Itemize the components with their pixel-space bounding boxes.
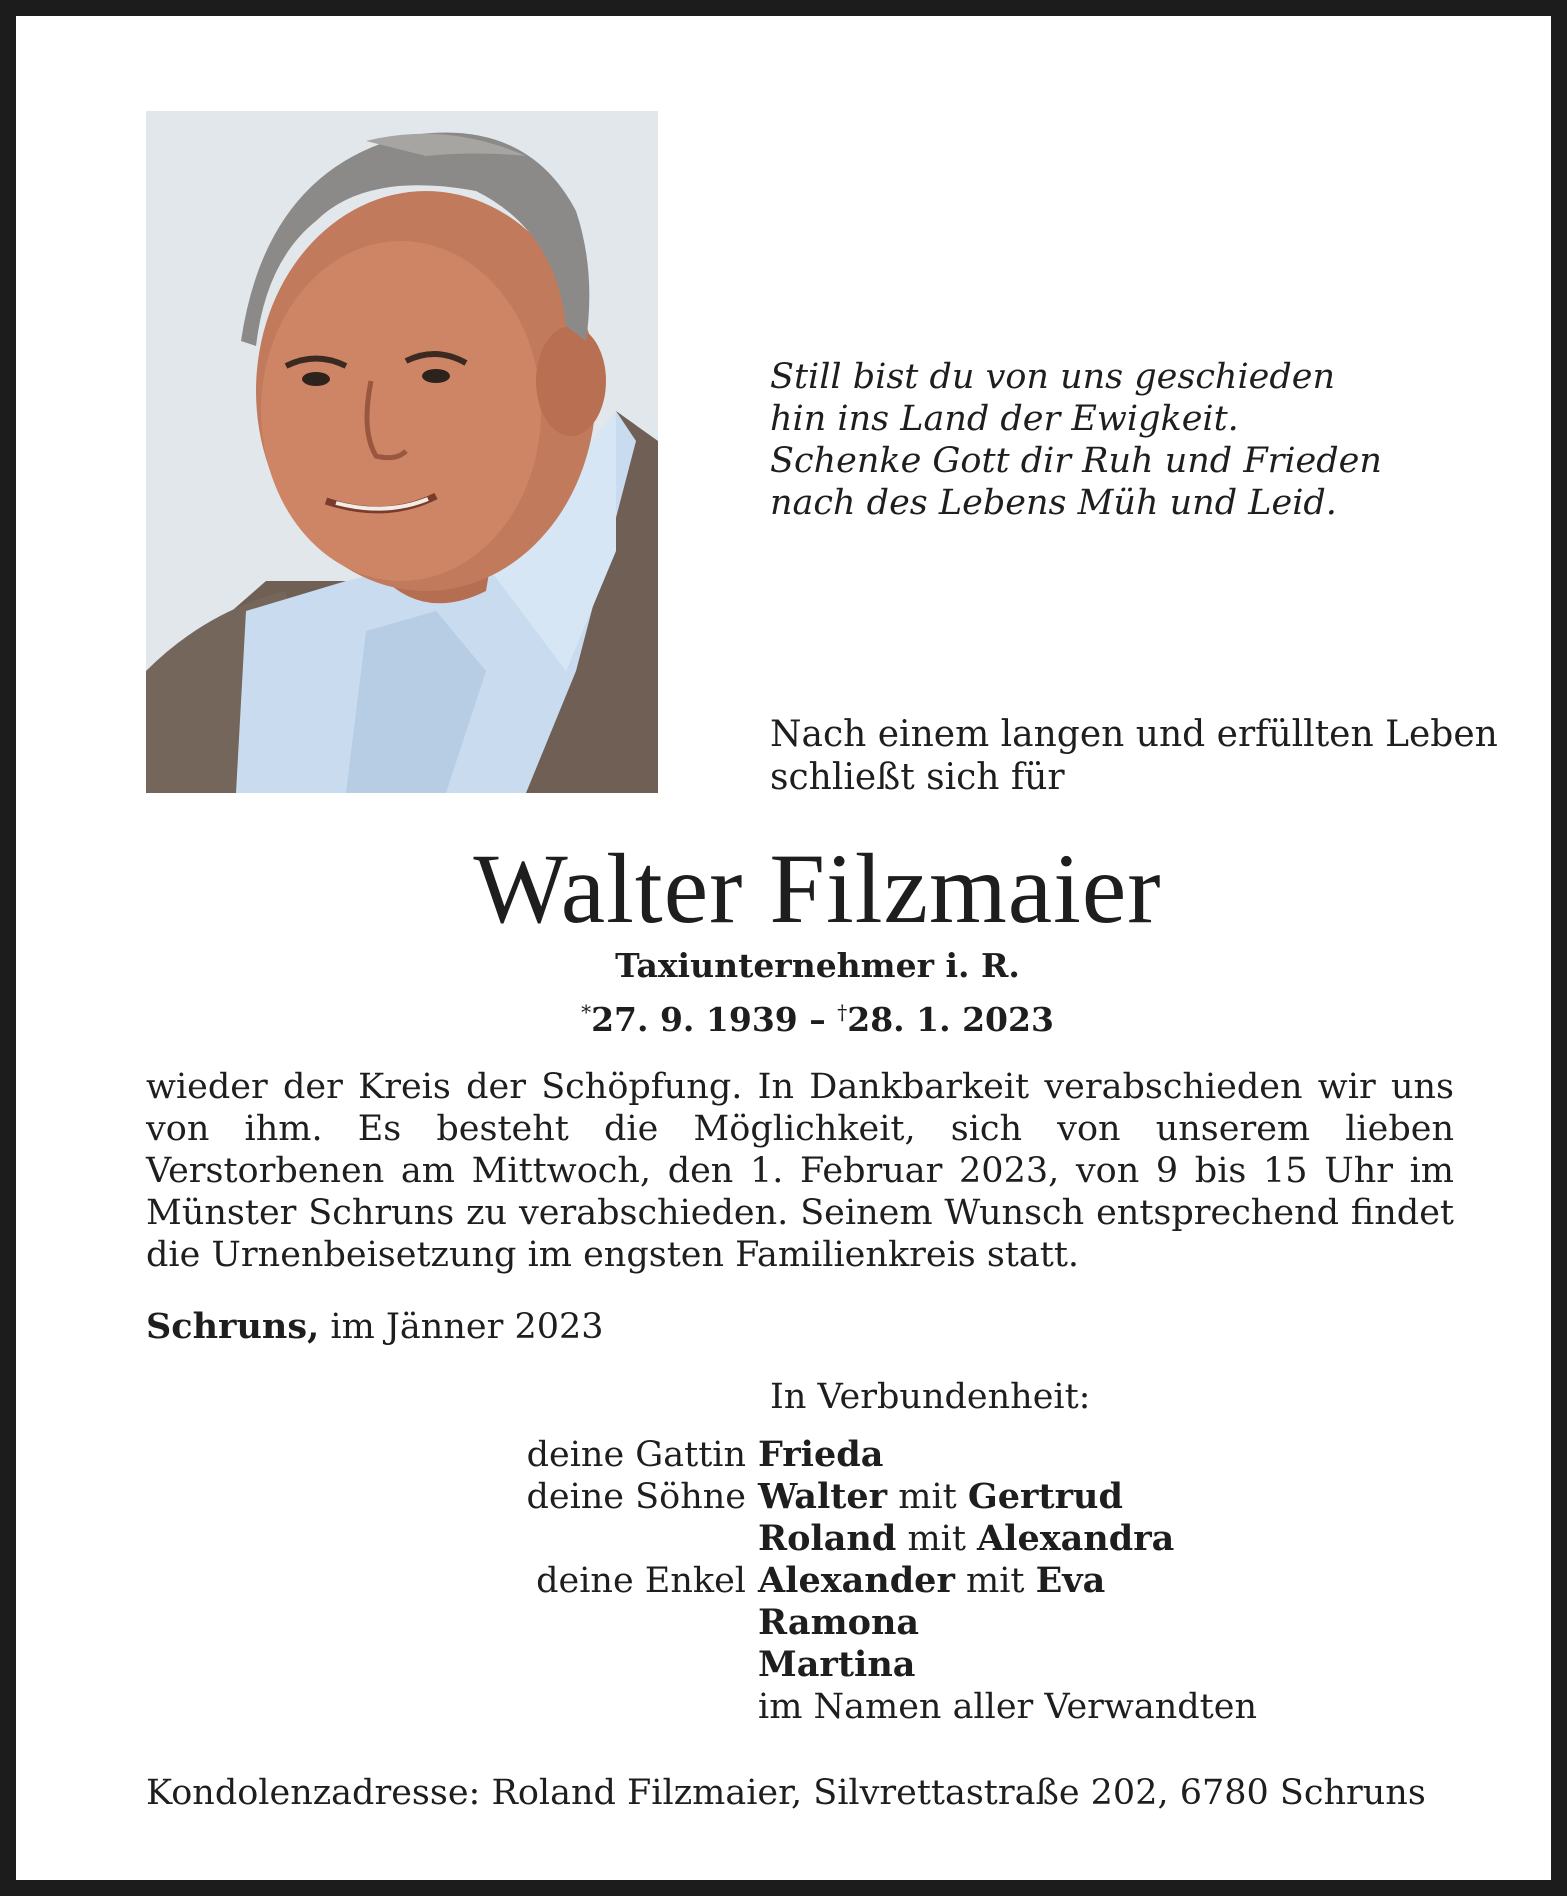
mourner-with: mit	[887, 1477, 968, 1517]
death-cross-symbol: †	[837, 1000, 848, 1024]
mourner-row	[396, 1686, 1496, 1728]
mourners-closing: im Namen aller Verwandten	[758, 1687, 1257, 1727]
deceased-profession: Taxiunternehmer i. R.	[615, 946, 1020, 985]
mourner-relation	[396, 1644, 758, 1686]
mourner-relation: deine Söhne	[526, 1477, 746, 1517]
condolence-label: Kondolenzadresse:	[146, 1773, 481, 1813]
mourner-with: mit	[896, 1519, 978, 1559]
announcement-body: wieder der Kreis der Schöpfung. In Dankbarkeit verabschieden wir uns von ihm. Es besteht die Möglichkeit, sich von unserem lieben Verstorbenen am Mittwoch, den 1. Februar 2023, von 9 bis 15 Uhr im Münster Schruns zu verabschieden. Seinem Wunsch entsprechend findet die Urnenbeisetzung im engsten Familienkreis statt.	[146, 1067, 1454, 1275]
mourner-partner-name: Alexandra	[977, 1518, 1175, 1559]
mourner-relation: deine Gattin	[526, 1435, 746, 1475]
place-and-date	[146, 1306, 604, 1348]
mourner-row	[396, 1560, 1496, 1602]
mourner-relation	[396, 1602, 758, 1644]
signoff-label: In Verbundenheit:	[770, 1377, 1091, 1417]
mourner-name: Alexander	[758, 1560, 955, 1601]
mourner-name: Ramona	[758, 1602, 920, 1643]
mourner-name: Frieda	[758, 1434, 884, 1475]
poem-line: nach des Lebens Müh und Leid.	[770, 483, 1337, 523]
intro-text	[770, 713, 1498, 799]
mourner-name: Martina	[758, 1644, 916, 1685]
mourner-partner-name: Eva	[1035, 1560, 1106, 1601]
birth-date: 27. 9. 1939	[591, 1000, 798, 1039]
intro-line: Nach einem langen und erfüllten Leben	[770, 714, 1498, 755]
mourner-relation	[396, 1518, 758, 1560]
life-dates	[16, 992, 1567, 1040]
mourner-row	[396, 1476, 1496, 1518]
place-date: im Jänner 2023	[319, 1307, 604, 1347]
mourners-list	[396, 1434, 1496, 1728]
mourner-row	[396, 1518, 1496, 1560]
mourner-relation: deine Enkel	[536, 1561, 746, 1601]
death-date: 28. 1. 2023	[847, 1000, 1054, 1039]
mourner-row	[396, 1644, 1496, 1686]
portrait-illustration	[146, 111, 658, 793]
mourner-name: Walter	[758, 1476, 888, 1517]
poem-line: Schenke Gott dir Ruh und Frieden	[770, 441, 1382, 481]
place-city: Schruns,	[146, 1306, 320, 1347]
intro-line: schließt sich für	[770, 757, 1065, 798]
birth-star-symbol: *	[581, 1000, 592, 1024]
mourner-row	[396, 1602, 1496, 1644]
mourner-row	[396, 1434, 1496, 1476]
mourner-name: Roland	[758, 1518, 897, 1559]
mourner-partner-name: Gertrud	[967, 1476, 1123, 1517]
date-separator: –	[797, 1000, 838, 1039]
poem-line: hin ins Land der Ewigkeit.	[770, 399, 1239, 439]
memorial-poem	[770, 356, 1382, 524]
mourner-with: mit	[954, 1561, 1036, 1601]
deceased-name: Walter Filzmaier	[473, 833, 1162, 944]
portrait-photo	[146, 111, 658, 793]
poem-line: Still bist du von uns geschieden	[770, 357, 1336, 397]
condolence-address	[146, 1772, 1426, 1814]
condolence-address-text: Roland Filzmaier, Silvrettastraße 202, 6780 Schruns	[480, 1773, 1426, 1813]
